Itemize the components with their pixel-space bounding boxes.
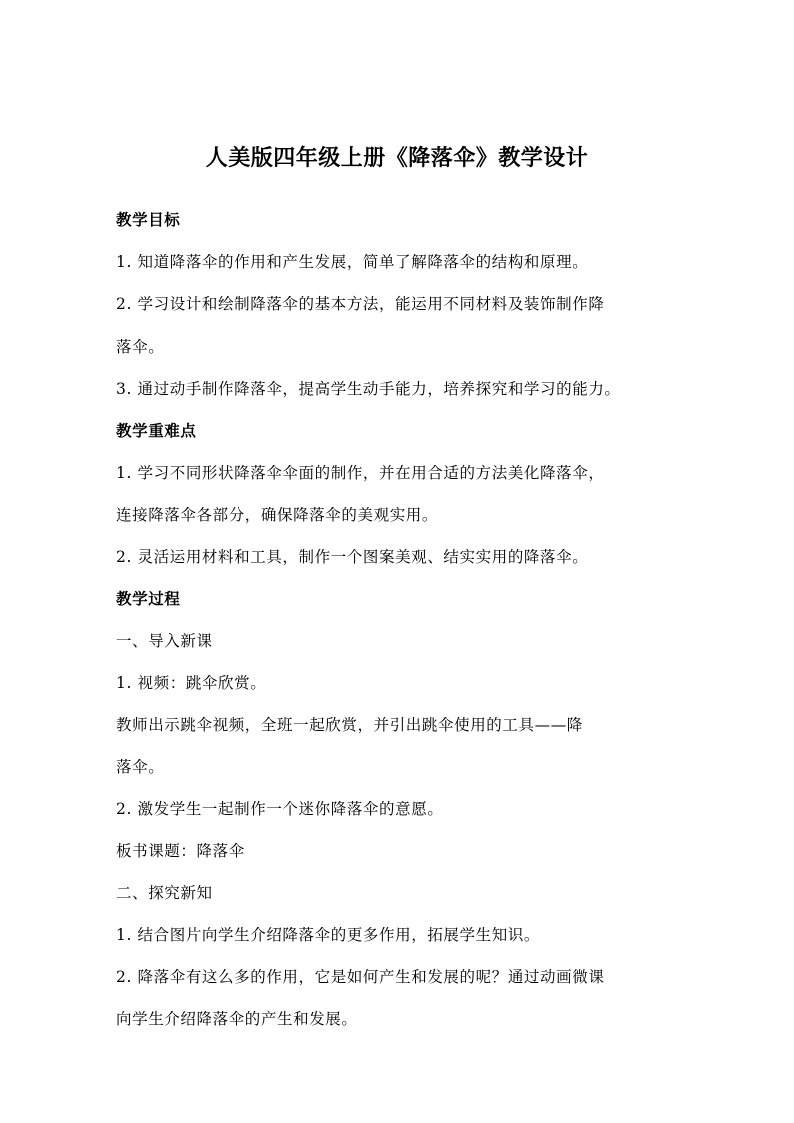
paragraph-line: 连接降落伞各部分，确保降落伞的美观实用。 <box>116 506 439 524</box>
section-heading-key-points: 教学重难点 <box>116 421 197 440</box>
document-title: 人美版四年级上册《降落伞》教学设计 <box>205 145 589 171</box>
paragraph-line: 落伞。 <box>116 338 165 356</box>
paragraph-line: 2. 灵活运用材料和工具，制作一个图案美观、结实实用的降落伞。 <box>116 548 589 566</box>
section-heading-process: 教学过程 <box>116 589 181 608</box>
paragraph-line: 1. 学习不同形状降落伞伞面的制作，并在用合适的方法美化降落伞， <box>116 464 605 482</box>
paragraph-line: 1. 知道降落伞的作用和产生发展，简单了解降落伞的结构和原理。 <box>116 253 589 271</box>
paragraph-line: 向学生介绍降落伞的产生和发展。 <box>116 1010 358 1028</box>
paragraph-line: 1. 视频：跳伞欣赏。 <box>116 674 267 692</box>
paragraph-line: 2. 激发学生一起制作一个迷你降落伞的意愿。 <box>116 800 444 818</box>
paragraph-line: 1. 结合图片向学生介绍降落伞的更多作用，拓展学生知识。 <box>116 926 541 944</box>
paragraph-line: 板书课题：降落伞 <box>116 842 245 860</box>
paragraph-line: 2. 学习设计和绘制降落伞的基本方法，能运用不同材料及装饰制作降 <box>116 295 605 313</box>
paragraph-line: 教师出示跳伞视频，全班一起欣赏，并引出跳伞使用的工具——降 <box>116 716 583 734</box>
paragraph-line: 落伞。 <box>116 758 165 776</box>
section-heading-objectives: 教学目标 <box>116 210 181 229</box>
paragraph-line: 3. 通过动手制作降落伞，提高学生动手能力，培养探究和学习的能力。 <box>116 380 621 398</box>
paragraph-line: 2. 降落伞有这么多的作用，它是如何产生和发展的呢？通过动画微课 <box>116 968 605 986</box>
paragraph-line: 二、探究新知 <box>116 884 213 902</box>
paragraph-line: 一、导入新课 <box>116 632 213 650</box>
